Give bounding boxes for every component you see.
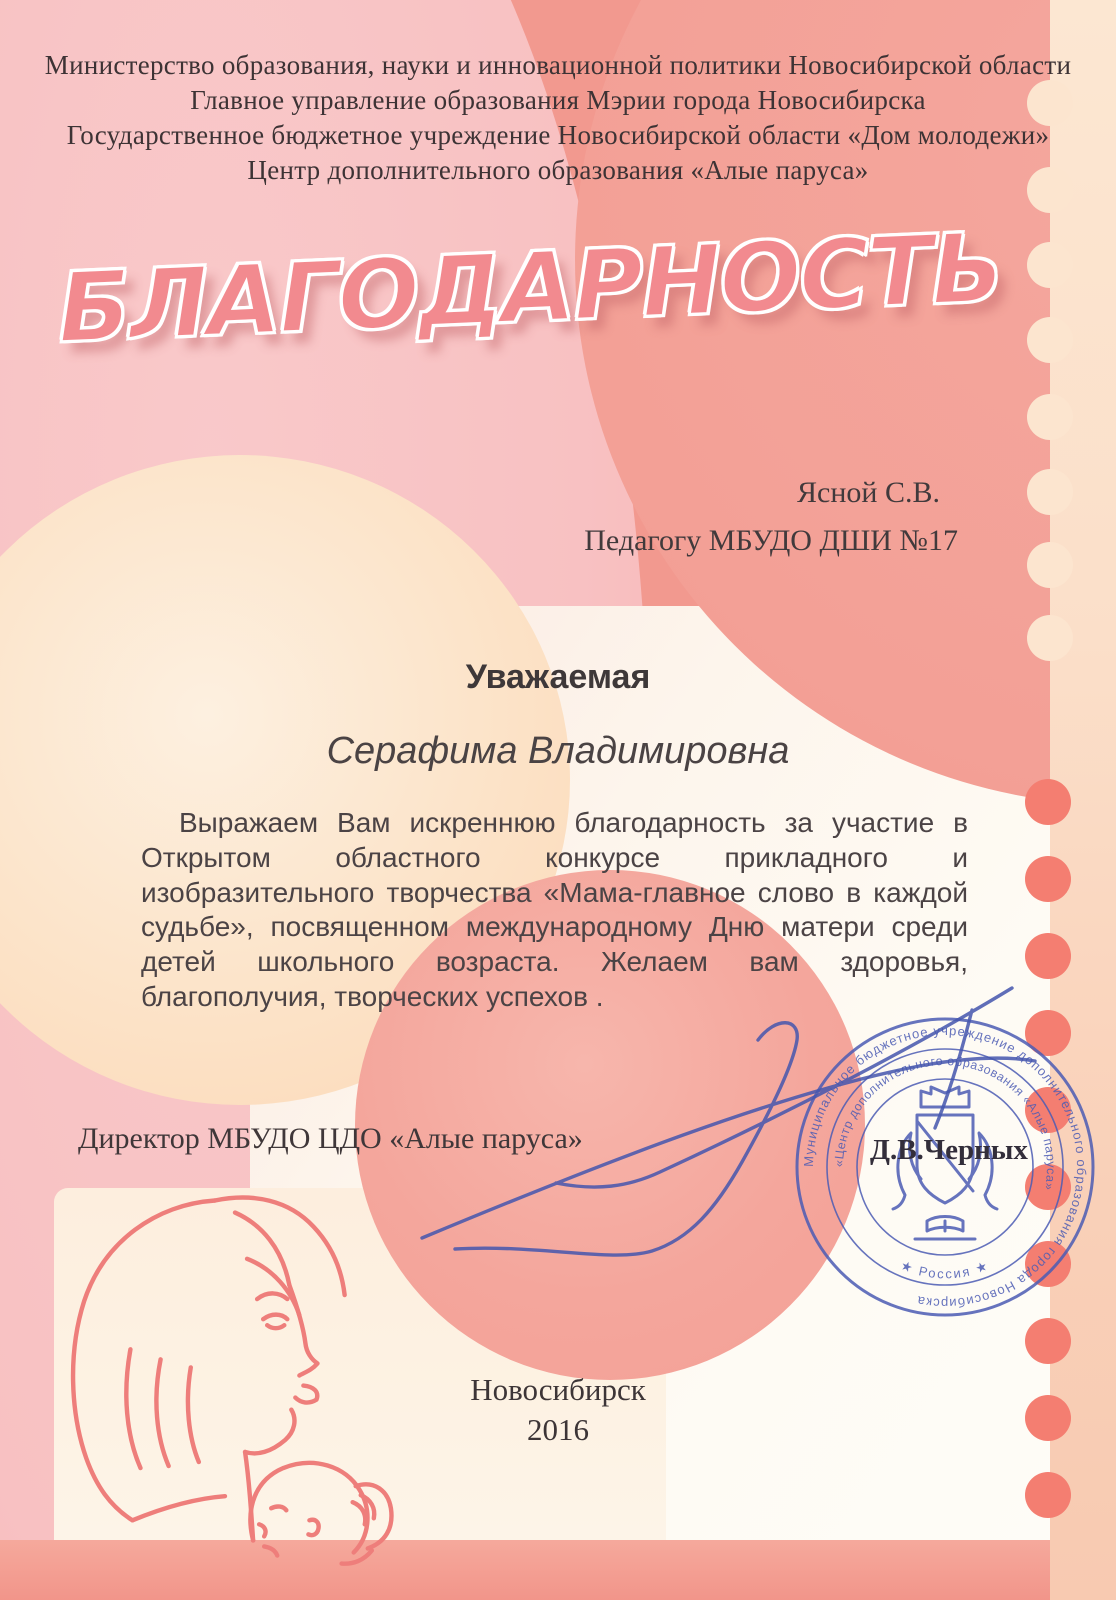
director-title-label: Директор МБУДО ЦДО «Алые паруса» — [78, 1122, 583, 1155]
mother-and-child-illustration-icon — [56, 1188, 408, 1566]
edge-dot — [1025, 779, 1071, 825]
recipient-surname: Ясной С.В. — [797, 476, 940, 509]
recipient-name: Серафима Владимировна — [326, 730, 790, 772]
edge-dot — [1025, 1472, 1071, 1518]
header-line-3: Государственное бюджетное учреждение Новосибирской области «Дом молодежи» — [66, 120, 1050, 150]
edge-bump — [1027, 542, 1073, 588]
salutation: Уважаемая — [465, 658, 651, 696]
edge-bump — [1027, 394, 1073, 440]
footer-year: 2016 — [527, 1412, 589, 1447]
header-line-1: Министерство образования, науки и инновационной политики Новосибирской области — [44, 50, 1072, 80]
signer-name: Д.В.Черных — [870, 1134, 1028, 1166]
stamp-inner-ring-text: «Центр дополнительного образования «Алые паруса» — [831, 1053, 1059, 1192]
recipient-position: Педагогу МБУДО ДШИ №17 — [584, 524, 958, 557]
stamp-outer-ring-text: Муниципальное бюджетное учреждение дополнительного образования города Новосибирска — [800, 1022, 1090, 1312]
certificate-title: БЛАГОДАРНОСТЬ — [55, 211, 1005, 365]
header-line-2: Главное управление образования Мэрии города Новосибирска — [190, 85, 926, 115]
header-line-4: Центр дополнительного образования «Алые паруса» — [247, 155, 869, 185]
stamp-country-text: ★ Россия ★ — [898, 1257, 992, 1282]
edge-bump — [1027, 317, 1073, 363]
edge-dot — [1025, 856, 1071, 902]
gratitude-body-text: Выражаем Вам искреннюю благодарность за участие в Открытом областного конкурсе прикладного и изобразительного творчества «Мама-главное слово в каждой судьбе», посвященном международному Дню матери среди детей школьного возраста. Желаем вам здоровья, благополучия, творческих успехов . — [141, 807, 968, 1012]
footer-city: Новосибирск — [470, 1372, 646, 1407]
edge-bump — [1027, 469, 1073, 515]
edge-bump — [1027, 615, 1073, 661]
handwritten-signature — [360, 960, 1100, 1290]
issuing-organizations-header — [0, 48, 1116, 188]
